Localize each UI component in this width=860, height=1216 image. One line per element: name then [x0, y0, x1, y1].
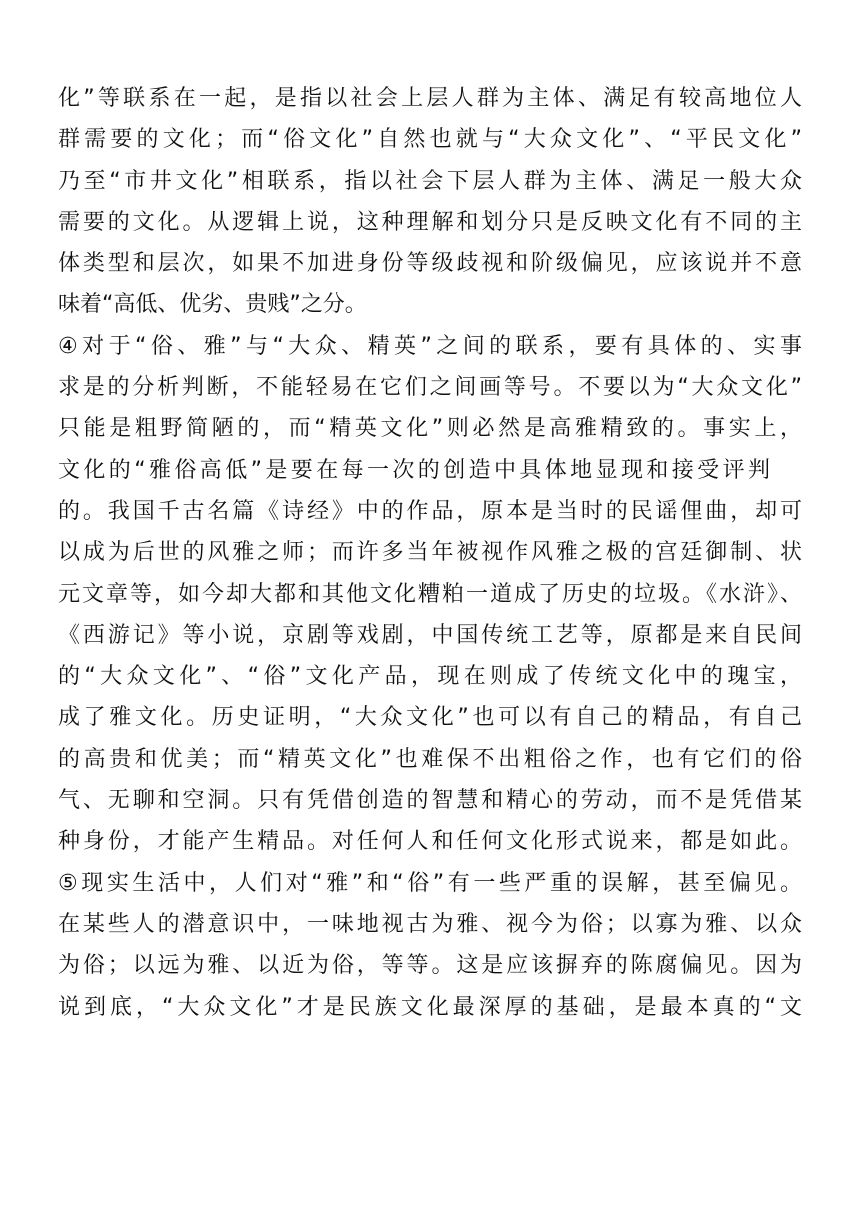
text-line: 味着“高低、优劣、贵贱”之分。 [58, 292, 367, 318]
text-line: 成了雅文化。历史证明，“大众文化”也可以有自己的精品，有自己 [58, 705, 802, 731]
text-line: 以成为后世的风雅之师；而许多当年被视作风雅之极的宫廷御制、状 [58, 540, 802, 566]
text-line: 体类型和层次，如果不加进身份等级歧视和阶级偏见，应该说并不意 [58, 251, 802, 277]
text-line: 气、无聊和空洞。只有凭借创造的智慧和精心的劳动，而不是凭借某 [58, 788, 802, 814]
document-page [58, 78, 802, 1028]
text-line: 的高贵和优美；而“精英文化”也难保不出粗俗之作，也有它们的俗 [58, 746, 802, 772]
text-line: 需要的文化。从逻辑上说，这种理解和划分只是反映文化有不同的主 [58, 209, 802, 235]
text-line: 的。我国千古名篇《诗经》中的作品，原本是当时的民谣俚曲，却可 [58, 498, 802, 524]
text-line: 只能是粗野简陋的，而“精英文化”则必然是高雅精致的。事实上， [58, 416, 802, 442]
text-line: 群需要的文化；而“俗文化”自然也就与“大众文化”、“平民文化” [58, 127, 802, 153]
paragraph-4-start: ④对于“俗、雅”与“大众、精英”之间的联系，要有具体的、实事 [58, 333, 802, 359]
text-line: 求是的分析判断，不能轻易在它们之间画等号。不要以为“大众文化” [58, 375, 802, 401]
text-line: 说到底，“大众文化”才是民族文化最深厚的基础，是最本真的“文 [58, 994, 802, 1020]
text-line: 乃至“市井文化”相联系，指以社会下层人群为主体、满足一般大众 [58, 168, 802, 194]
text-line: 为俗；以远为雅、以近为俗，等等。这是应该摒弃的陈腐偏见。因为 [58, 953, 802, 979]
text-line: 种身份，才能产生精品。对任何人和任何文化形式说来，都是如此。 [58, 829, 802, 855]
text-line: 《西游记》等小说，京剧等戏剧，中国传统工艺等，原都是来自民间 [58, 622, 802, 648]
text-line: 元文章等，如今却大都和其他文化糟粕一道成了历史的垃圾。《水浒》、 [58, 581, 802, 607]
text-line: 文化的“雅俗高低”是要在每一次的创造中具体地显现和接受评判 [58, 457, 770, 483]
paragraph-5-start: ⑤现实生活中，人们对“雅”和“俗”有一些严重的误解，甚至偏见。 [58, 870, 802, 896]
text-line: 的“大众文化”、“俗”文化产品，现在则成了传统文化中的瑰宝， [58, 664, 802, 690]
text-line: 在某些人的潜意识中，一味地视古为雅、视今为俗；以寡为雅、以众 [58, 911, 802, 937]
text-line: 化”等联系在一起，是指以社会上层人群为主体、满足有较高地位人 [58, 86, 802, 111]
